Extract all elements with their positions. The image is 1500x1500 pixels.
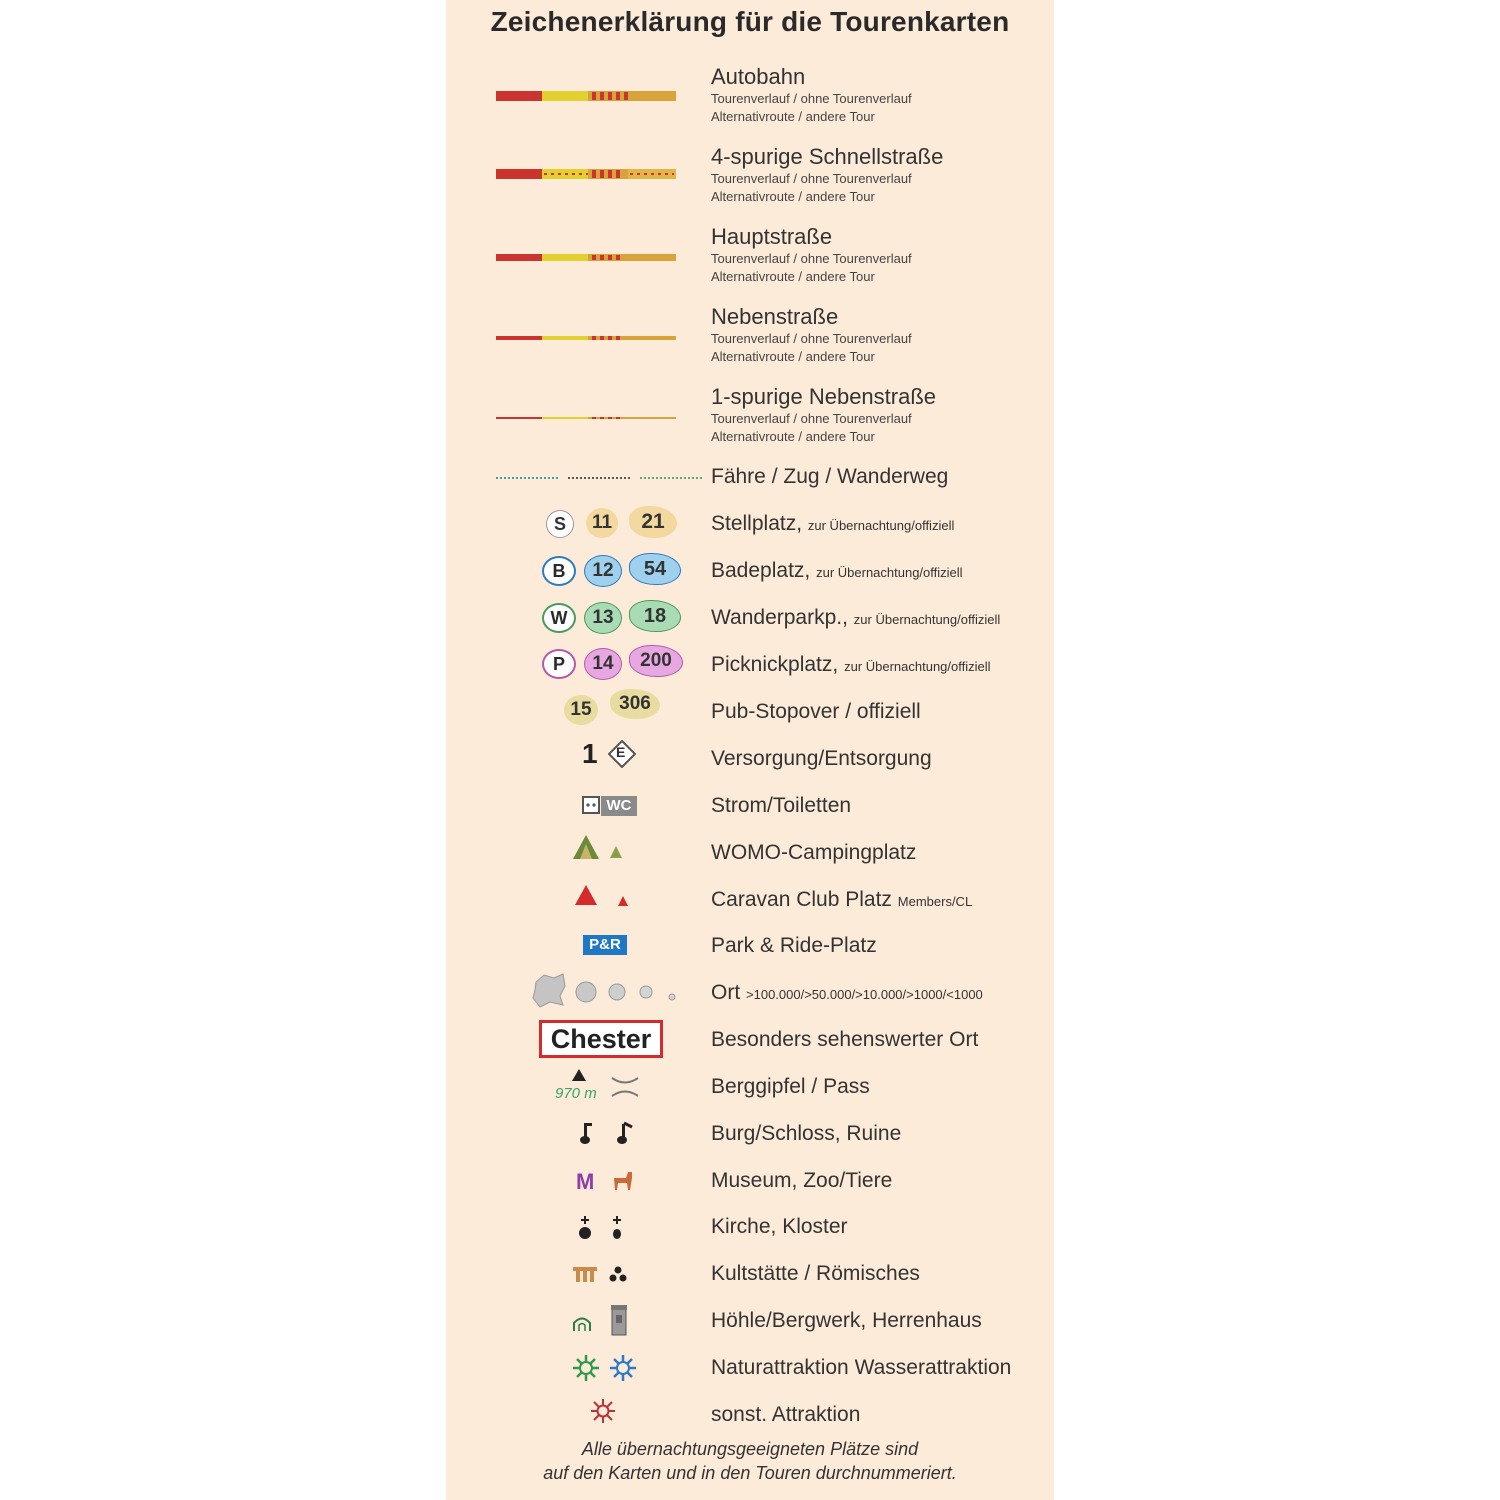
town-large-icon <box>575 981 597 1008</box>
ort-text: Ort <box>711 981 741 1004</box>
place-label: Stellplatz, <box>711 512 803 535</box>
stellplatz-big-number: 21 <box>629 506 677 538</box>
village-icon <box>668 988 676 1006</box>
road-nebenstrasse <box>711 304 912 366</box>
place-small: zur Übernachtung/offiziell <box>807 518 955 533</box>
nature-label: Naturattraktion Wasserattraktion <box>711 1356 1012 1379</box>
wanderparkplatz-number: 13 <box>584 602 622 634</box>
chester-label: Besonders sehenswerter Ort <box>711 1028 979 1051</box>
womo-camping-small-icon <box>609 845 623 864</box>
park-ride-badge: P&R <box>583 935 627 955</box>
place-label: Badeplatz, <box>711 559 811 582</box>
town-medium-icon <box>608 983 626 1006</box>
ferry-label: Fähre / Zug / Wanderweg <box>711 465 949 488</box>
place-label: Picknickplatz, <box>711 653 839 676</box>
church-label: Kirche, Kloster <box>711 1215 848 1238</box>
road-sub: Alternativroute / andere Tour <box>711 269 875 284</box>
footer-note <box>446 1437 1054 1485</box>
autobahn-symbol <box>496 89 678 105</box>
road-sub: Tourenverlauf / ohne Tourenverlauf <box>711 171 912 186</box>
wanderparkplatz-letter: W <box>542 603 576 633</box>
pub-label: Pub-Stopover / offiziell <box>711 700 921 723</box>
road-autobahn <box>711 64 912 126</box>
road-sub: Alternativroute / andere Tour <box>711 109 875 124</box>
stellplatz-letter: S <box>546 510 574 538</box>
road-name: 4-spurige Schnellstraße <box>711 144 944 169</box>
museum-letter: M <box>576 1169 595 1194</box>
power-socket-icon <box>582 796 600 819</box>
nebenstrasse-symbol <box>496 332 678 344</box>
power-label: Strom/Toiletten <box>711 794 852 817</box>
wc-badge: WC <box>601 796 637 816</box>
peak-height: 970 m <box>555 1085 597 1102</box>
park-ride-label: Park & Ride-Platz <box>711 934 877 957</box>
place-small: zur Übernachtung/offiziell <box>853 612 1001 627</box>
caravan-club-icon <box>574 884 598 911</box>
picknickplatz-label <box>711 652 991 680</box>
badeplatz-number: 12 <box>584 555 622 587</box>
legend-panel <box>446 0 1054 1500</box>
museum-label: Museum, Zoo/Tiere <box>711 1169 893 1192</box>
wanderparkplatz-big-number: 18 <box>629 600 681 632</box>
caravan-text: Caravan Club Platz <box>711 888 892 911</box>
caravan-label <box>711 887 972 915</box>
road-name: Nebenstraße <box>711 304 839 329</box>
road-sub: Alternativroute / andere Tour <box>711 189 875 204</box>
pub-big-number: 306 <box>610 689 660 719</box>
cave-icon <box>572 1314 592 1337</box>
pass-icon <box>610 1076 640 1103</box>
stellplatz-label <box>711 511 954 539</box>
schnellstrasse-symbol <box>496 167 678 183</box>
supply-number: 1 <box>582 738 598 769</box>
church-icon <box>578 1215 592 1246</box>
picknickplatz-letter: P <box>542 649 576 679</box>
hauptstrasse-symbol <box>496 251 678 265</box>
road-schnellstrasse <box>711 144 943 206</box>
camping-label: WOMO-Campingplatz <box>711 841 917 864</box>
place-small: zur Übernachtung/offiziell <box>816 565 963 580</box>
water-attraction-icon <box>609 1354 637 1387</box>
pub-number: 15 <box>564 695 598 725</box>
peak-label: Berggipfel / Pass <box>711 1075 870 1098</box>
stellplatz-number: 11 <box>586 508 618 538</box>
cave-label: Höhle/Bergwerk, Herrenhaus <box>711 1309 982 1332</box>
picknickplatz-big-number: 200 <box>629 645 683 677</box>
footer-line-1: Alle übernachtungsgeeigneten Plätze sind <box>581 1439 919 1459</box>
nature-attraction-icon <box>572 1354 600 1387</box>
place-small: zur Übernachtung/offiziell <box>844 659 991 674</box>
ort-small: >100.000/>50.000/>10.000/>1000/<1000 <box>746 987 983 1002</box>
ferry-train-trail-symbol <box>496 470 706 488</box>
castle-icon <box>578 1121 594 1150</box>
ort-label <box>711 980 983 1008</box>
road-einspurig <box>711 384 936 446</box>
badeplatz-label <box>711 558 963 586</box>
supply-label: Versorgung/Entsorgung <box>711 747 932 770</box>
caravan-small: Members/CL <box>897 894 973 909</box>
road-name: Hauptstraße <box>711 224 833 249</box>
other-label: sonst. Attraktion <box>711 1403 861 1426</box>
zoo-animal-icon <box>610 1168 636 1197</box>
cult-site-icon <box>572 1265 598 1288</box>
ruin-icon <box>614 1121 634 1150</box>
town-small-icon <box>639 985 653 1004</box>
road-sub: Tourenverlauf / ohne Tourenverlauf <box>711 251 912 266</box>
badeplatz-big-number: 54 <box>629 553 681 585</box>
chester-example: Chester <box>539 1020 663 1058</box>
road-name: 1-spurige Nebenstraße <box>711 384 937 409</box>
manor-house-icon <box>609 1303 629 1342</box>
disposal-letter: E <box>616 744 626 760</box>
road-hauptstrasse <box>711 224 912 286</box>
footer-line-2: auf den Karten und in den Touren durchnummeriert. <box>543 1463 957 1483</box>
road-sub: Alternativroute / andere Tour <box>711 429 875 444</box>
cult-label: Kultstätte / Römisches <box>711 1262 920 1285</box>
roman-icon <box>609 1266 627 1287</box>
badeplatz-letter: B <box>542 556 576 586</box>
picknickplatz-number: 14 <box>584 648 622 680</box>
place-label: Wanderparkp., <box>711 606 848 629</box>
castle-label: Burg/Schloss, Ruine <box>711 1122 902 1145</box>
road-sub: Tourenverlauf / ohne Tourenverlauf <box>711 91 912 106</box>
legend-title: Zeichenerklärung für die Tourenkarten <box>490 6 1010 37</box>
wanderparkplatz-label <box>711 605 1000 633</box>
road-sub: Tourenverlauf / ohne Tourenverlauf <box>711 331 912 346</box>
einspurig-symbol <box>496 412 678 424</box>
caravan-club-small-icon <box>617 894 629 912</box>
other-attraction-icon <box>590 1398 616 1429</box>
road-sub: Alternativroute / andere Tour <box>711 349 875 364</box>
city-shape-icon <box>530 972 566 1013</box>
womo-camping-icon <box>572 834 600 865</box>
road-sub: Tourenverlauf / ohne Tourenverlauf <box>711 411 912 426</box>
monastery-icon <box>610 1215 624 1246</box>
road-name: Autobahn <box>711 64 806 89</box>
